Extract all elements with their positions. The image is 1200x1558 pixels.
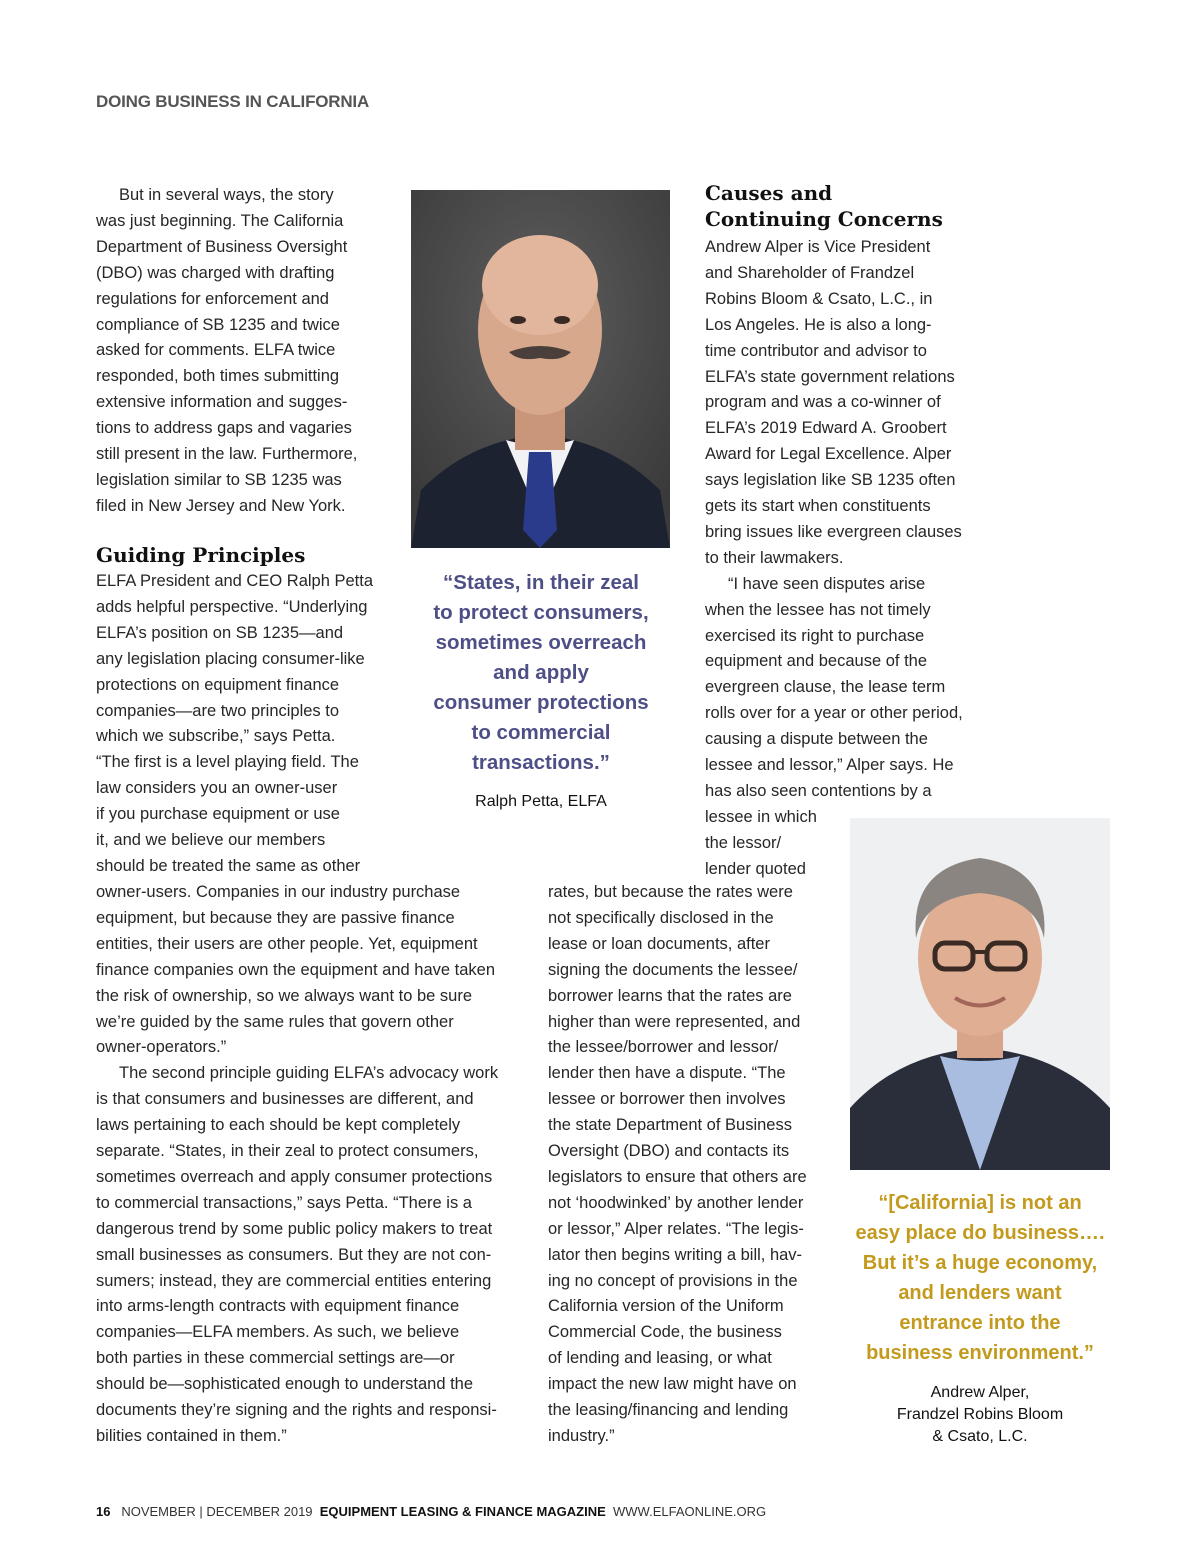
text-line: lessee in which: [705, 807, 817, 826]
text-line: Andrew Alper is Vice President: [705, 238, 931, 256]
text-line: evergreen clause, the lease term: [705, 678, 946, 697]
text-line: the lessee/borrower and lessor/: [548, 1038, 779, 1057]
text-line: Department of Business Oversight: [96, 237, 348, 256]
quote-line: and apply: [493, 661, 589, 684]
text-line: time contributor and advisor to: [705, 341, 927, 360]
quote-line: business environment.”: [866, 1342, 1094, 1364]
caption-alper-line2: Frandzel Robins Bloom: [896, 1406, 1064, 1423]
text-line: ELFA’s position on SB 1235—and: [96, 623, 344, 642]
text-line: lender then have a dispute. “The: [548, 1064, 786, 1083]
text-line: still present in the law. Furthermore,: [96, 445, 358, 463]
text-line: adds helpful perspective. “Underlying: [96, 597, 368, 616]
quote-line: “States, in their zeal: [443, 571, 639, 594]
pull-quote-petta: [412, 568, 670, 778]
magazine-title: EQUIPMENT LEASING & FINANCE MAGAZINE: [319, 1504, 606, 1519]
quote-line: “[California] is not an: [878, 1192, 1082, 1214]
pull-quote-alper: [846, 1188, 1114, 1368]
quote-line: consumer protections: [433, 691, 649, 714]
text-line: companies—ELFA members. As such, we believe: [96, 1323, 460, 1342]
website-url: WWW.ELFAONLINE.ORG: [613, 1504, 767, 1519]
text-line: The second principle guiding ELFA’s advocacy work: [119, 1064, 499, 1083]
quote-line: entrance into the: [899, 1312, 1061, 1334]
text-line: tions to address gaps and vagaries: [96, 419, 352, 438]
text-line: extensive information and sugges-: [96, 393, 348, 412]
text-line: if you purchase equipment or use: [96, 805, 340, 824]
portrait-illustration: [411, 190, 670, 548]
text-line: and Shareholder of Frandzel: [705, 263, 915, 282]
heading-guiding-principles: Guiding Principles: [96, 543, 306, 567]
text-line: owner-users. Companies in our industry purchase: [96, 883, 461, 901]
text-line: of lending and leasing, or what: [548, 1349, 772, 1368]
text-line: responded, both times submitting: [96, 367, 340, 386]
text-line: finance companies own the equipment and have taken: [96, 960, 496, 979]
heading-causes-line1: Causes and: [705, 181, 833, 205]
text-line: to their lawmakers.: [705, 548, 844, 567]
caption-alper-line3: & Csato, L.C.: [932, 1428, 1028, 1445]
text-line: causing a dispute between the: [705, 730, 928, 749]
text-line: or lessor,” Alper relates. “The legis-: [548, 1219, 804, 1238]
text-line: compliance of SB 1235 and twice: [96, 315, 340, 334]
quote-line: and lenders want: [898, 1282, 1062, 1304]
quote-line: to commercial: [471, 721, 611, 744]
quote-line: to protect consumers,: [433, 601, 649, 624]
text-line: higher than were represented, and: [548, 1012, 801, 1031]
heading-causes-line2: Continuing Concerns: [705, 207, 943, 231]
text-line: companies—are two principles to: [96, 701, 340, 720]
text-line: “I have seen disputes arise: [728, 574, 926, 593]
text-line: bilities contained in them.”: [96, 1426, 287, 1445]
text-line: says legislation like SB 1235 often: [705, 471, 956, 490]
text-line: should be—sophisticated enough to understand the: [96, 1375, 474, 1394]
text-line: equipment, but because they are passive finance: [96, 908, 455, 927]
quote-line: transactions.”: [472, 751, 610, 774]
text-line: the lessor/: [705, 833, 782, 852]
text-line: “The first is a level playing field. The: [96, 753, 359, 772]
text-line: separate. “States, in their zeal to protect consumers,: [96, 1142, 479, 1160]
text-line: signing the documents the lessee/: [548, 960, 798, 979]
text-line: But in several ways, the story: [119, 186, 334, 204]
text-line: Robins Bloom & Csato, L.C., in: [705, 289, 933, 308]
quote-line: But it’s a huge economy,: [862, 1252, 1098, 1274]
text-line: Los Angeles. He is also a long-: [705, 315, 932, 334]
text-line: the risk of ownership, so we always want to be sure: [96, 986, 473, 1005]
text-line: law considers you an owner-user: [96, 779, 338, 798]
text-line: not specifically disclosed in the: [548, 908, 774, 927]
text-line: lessee or borrower then involves: [548, 1090, 786, 1109]
text-line: ELFA’s state government relations: [705, 367, 955, 386]
text-line: industry.”: [548, 1426, 615, 1445]
caption-ralph-petta: Ralph Petta, ELFA: [475, 793, 607, 810]
text-line: ing no concept of provisions in the: [548, 1271, 798, 1290]
text-line: the leasing/financing and lending: [548, 1401, 789, 1419]
text-line: program and was a co-winner of: [705, 393, 941, 412]
text-line: exercised its right to purchase: [705, 626, 925, 645]
text-line: (DBO) was charged with drafting: [96, 263, 335, 282]
text-line: ELFA President and CEO Ralph Petta: [96, 572, 373, 590]
text-line: impact the new law might have on: [548, 1375, 797, 1394]
text-line: owner-operators.”: [96, 1038, 227, 1057]
text-line: ELFA’s 2019 Edward A. Groobert: [705, 419, 947, 438]
text-line: lease or loan documents, after: [548, 934, 770, 953]
text-line: borrower learns that the rates are: [548, 986, 792, 1005]
text-line: sumers; instead, they are commercial entities entering: [96, 1271, 492, 1290]
quote-line: easy place do business….: [855, 1222, 1105, 1244]
text-line: protections on equipment finance: [96, 675, 340, 694]
caption-alper-line1: Andrew Alper,: [930, 1384, 1030, 1401]
text-line: when the lessee has not timely: [705, 600, 931, 619]
text-line: to commercial transactions,” says Petta. “There is a: [96, 1193, 472, 1212]
text-line: should be treated the same as other: [96, 856, 361, 875]
text-line: equipment and because of the: [705, 652, 928, 671]
text-line: rates, but because the rates were: [548, 883, 793, 901]
text-line: regulations for enforcement and: [96, 289, 329, 308]
text-line: lender quoted: [705, 859, 806, 878]
text-line: filed in New Jersey and New York.: [96, 496, 346, 515]
text-line: Award for Legal Excellence. Alper: [705, 445, 952, 464]
text-line: has also seen contentions by a: [705, 781, 932, 800]
text-line: small businesses as consumers. But they are not con-: [96, 1245, 492, 1264]
text-line: legislation similar to SB 1235 was: [96, 470, 342, 489]
text-line: is that consumers and businesses are different, and: [96, 1090, 474, 1109]
text-line: both parties in these commercial settings are—or: [96, 1349, 455, 1368]
text-line: Oversight (DBO) and contacts its: [548, 1142, 790, 1160]
text-line: any legislation placing consumer-like: [96, 649, 365, 668]
text-line: entities, their users are other people. Yet, equipment: [96, 934, 478, 953]
text-line: laws pertaining to each should be kept completely: [96, 1116, 461, 1135]
text-line: Commercial Code, the business: [548, 1323, 782, 1342]
text-line: California version of the Uniform: [548, 1297, 784, 1316]
text-line: documents they’re signing and the rights and responsi-: [96, 1401, 497, 1419]
text-line: which we subscribe,” says Petta.: [96, 727, 336, 746]
text-line: bring issues like evergreen clauses: [705, 522, 962, 541]
page-footer: [96, 1504, 766, 1519]
text-line: legislators to ensure that others are: [548, 1167, 807, 1186]
andrew-alper-photo: [850, 818, 1110, 1170]
quote-line: sometimes overreach: [435, 631, 647, 654]
text-line: lessee and lessor,” Alper says. He: [705, 756, 954, 774]
text-line: sometimes overreach and apply consumer protections: [96, 1167, 493, 1186]
text-line: asked for comments. ELFA twice: [96, 341, 336, 360]
issue-date: NOVEMBER | DECEMBER 2019: [121, 1504, 313, 1519]
section-label: DOING BUSINESS IN CALIFORNIA: [96, 92, 370, 111]
text-line: gets its start when constituents: [705, 497, 931, 515]
text-line: it, and we believe our members: [96, 831, 326, 849]
portrait-illustration: [850, 818, 1110, 1170]
text-line: we’re guided by the same rules that govern other: [96, 1012, 454, 1031]
text-line: not ‘hoodwinked’ by another lender: [548, 1193, 804, 1212]
page-number: 16: [96, 1504, 111, 1519]
ralph-petta-photo: [411, 190, 670, 548]
text-line: the state Department of Business: [548, 1116, 792, 1135]
text-line: was just beginning. The California: [96, 211, 344, 230]
text-line: dangerous trend by some public policy makers to treat: [96, 1219, 493, 1238]
text-line: lator then begins writing a bill, hav-: [548, 1245, 803, 1264]
text-line: into arms-length contracts with equipment finance: [96, 1297, 460, 1316]
text-line: rolls over for a year or other period,: [705, 704, 963, 723]
